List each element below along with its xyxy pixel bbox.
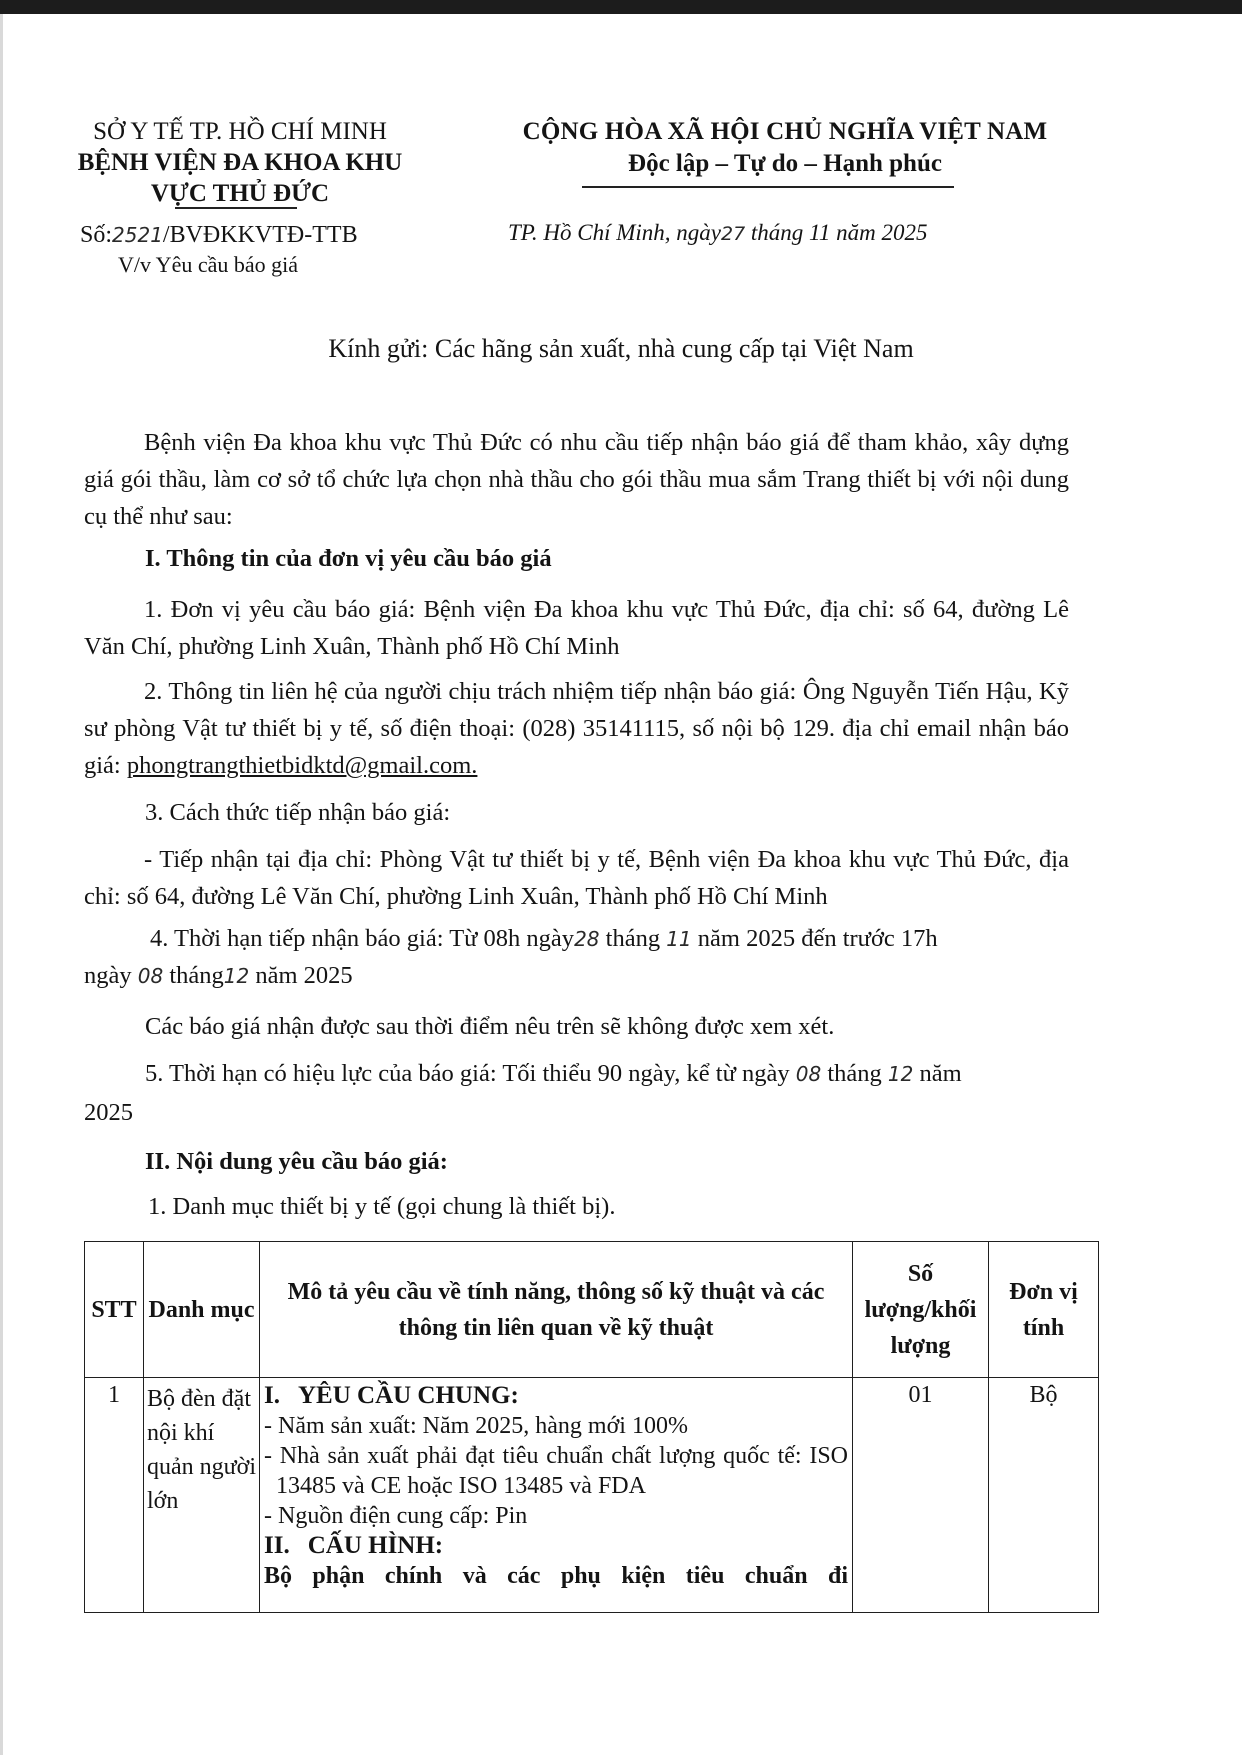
- header-category: Danh mục: [144, 1242, 260, 1378]
- config-section-number: II.: [264, 1532, 290, 1559]
- item5-month-handwritten: 12: [887, 1062, 914, 1086]
- item4-month1-handwritten: 11: [666, 927, 692, 951]
- document-subject: V/v Yêu cầu báo giá: [118, 252, 299, 277]
- equipment-table: [84, 1241, 1099, 1613]
- item4-text-c: năm 2025 đến trước 17h: [691, 925, 938, 952]
- document-number-handwritten: 2521: [112, 223, 163, 247]
- row-description: [260, 1378, 853, 1613]
- item5-text-a: 5. Thời hạn có hiệu lực của báo giá: Tối thiểu 90 ngày, kể từ ngày: [145, 1060, 796, 1087]
- item4-day2-handwritten: 08: [137, 964, 164, 988]
- header-unit: Đơn vị tính: [989, 1242, 1099, 1378]
- table-header-row: [85, 1242, 1099, 1378]
- config-section-title: CẤU HÌNH:: [307, 1532, 444, 1559]
- motto-underline: [582, 186, 954, 188]
- item4-text-a: 4. Thời hạn tiếp nhận báo giá: Từ 08h ngày: [150, 925, 575, 952]
- item4-day1-handwritten: 28: [574, 927, 600, 951]
- row-stt: 1: [85, 1378, 144, 1613]
- hospital-name-line2: VỰC THỦ ĐỨC: [150, 180, 330, 207]
- table-row: [85, 1378, 1099, 1613]
- section1-item4-line2: [84, 962, 353, 990]
- contact-email-link[interactable]: phongtrangthietbidktd@gmail.com.: [126, 752, 478, 779]
- requirement-section-config: [264, 1531, 848, 1561]
- date-suffix: tháng 11 năm 2025: [750, 220, 928, 245]
- config-main-parts: Bộ phận chính và các phụ kiện tiêu chuẩn đi: [264, 1563, 848, 1589]
- row-quantity: 01: [853, 1378, 989, 1613]
- document-number: [80, 222, 358, 249]
- section1-item5-year: 2025: [84, 1099, 133, 1126]
- national-heading: [460, 116, 1110, 181]
- issuer-block: [50, 116, 430, 209]
- date-prefix: TP. Hồ Chí Minh, ngày: [508, 220, 721, 245]
- section1-item2: [84, 673, 1069, 784]
- header-stt: STT: [85, 1242, 144, 1378]
- item4-text-e: tháng: [163, 962, 224, 989]
- general-section-title: YÊU CẦU CHUNG:: [297, 1382, 519, 1409]
- document-number-prefix: Số:: [80, 222, 113, 248]
- header-description: Mô tả yêu cầu về tính năng, thông số kỹ thuật và các thông tin liên quan về kỹ thuật: [260, 1242, 853, 1378]
- intro-paragraph: Bệnh viện Đa khoa khu vực Thủ Đức có nhu cầu tiếp nhận báo giá để tham khảo, xây dựng giá gói thầu, làm cơ sở tổ chức lựa chọn nhà thầu cho gói thầu mua sắm Trang thiết bị với nội dung cụ thể như sau:: [84, 429, 1069, 530]
- section1-item4-line1: [150, 925, 938, 953]
- requirement-section-general: [264, 1381, 848, 1411]
- item4-text-b: tháng: [599, 925, 667, 952]
- greeting-line: Kính gửi: Các hãng sản xuất, nhà cung cấp tại Việt Nam: [328, 334, 914, 363]
- scan-border-left: [0, 14, 3, 1755]
- item5-text-b: tháng: [821, 1060, 888, 1087]
- item5-day-handwritten: 08: [795, 1062, 822, 1086]
- date-day-handwritten: 27: [720, 223, 746, 245]
- section1-item1: 1. Đơn vị yêu cầu báo giá: Bệnh viện Đa khoa khu vực Thủ Đức, địa chỉ: số 64, đường Lê Văn Chí, phường Linh Xuân, Thành phố Hồ Chí Minh: [84, 596, 1069, 660]
- place-and-date: [508, 220, 927, 246]
- section1-item3-title: 3. Cách thức tiếp nhận báo giá:: [145, 799, 451, 826]
- item4-text-d: ngày: [84, 962, 138, 989]
- item4-text-f: năm 2025: [249, 962, 353, 989]
- hospital-name-line1: BỆNH VIỆN ĐA KHOA KHU: [77, 149, 403, 176]
- issuer-underline: [175, 207, 297, 209]
- contact-text: 2. Thông tin liên hệ của người chịu trách nhiệm tiếp nhận báo giá: Ông Nguyễn Tiến Hậu, Kỹ sư phòng Vật tư thiết bị y tế, số điện thoại: (028) 35141115, số nội bộ 129. địa chỉ email nhận báo giá:: [84, 678, 1069, 779]
- requirement-power: - Nguồn điện cung cấp: Pin: [264, 1503, 528, 1529]
- section2-item1: 1. Danh mục thiết bị y tế (gọi chung là thiết bị).: [148, 1193, 616, 1220]
- late-quote-note: Các báo giá nhận được sau thời điểm nêu trên sẽ không được xem xét.: [145, 1013, 835, 1040]
- row-category: Bộ đèn đặt nội khí quản người lớn: [144, 1378, 260, 1613]
- requirement-standards: - Nhà sản xuất phải đạt tiêu chuẩn chất lượng quốc tế: ISO 13485 và CE hoặc ISO 13485 và FDA: [264, 1443, 848, 1499]
- national-motto: Độc lập – Tự do – Hạnh phúc: [628, 150, 942, 177]
- scan-border-top: [0, 0, 1242, 14]
- item4-month2-handwritten: 12: [223, 964, 250, 988]
- item5-text-c: năm: [913, 1060, 962, 1087]
- section1-heading: I. Thông tin của đơn vị yêu cầu báo giá: [145, 545, 552, 572]
- section1-item5-line1: [145, 1060, 962, 1088]
- department-name: SỞ Y TẾ TP. HỒ CHÍ MINH: [93, 118, 387, 145]
- header-quantity: Số lượng/khối lượng: [853, 1242, 989, 1378]
- general-section-number: I.: [264, 1382, 280, 1409]
- section2-heading: II. Nội dung yêu cầu báo giá:: [145, 1148, 448, 1175]
- requirement-year: - Năm sản xuất: Năm 2025, hàng mới 100%: [264, 1413, 688, 1439]
- document-number-suffix: /BVĐKKVTĐ-TTB: [162, 222, 358, 248]
- nation-name: CỘNG HÒA XÃ HỘI CHỦ NGHĨA VIỆT NAM: [522, 118, 1048, 145]
- section1-item3-detail: - Tiếp nhận tại địa chỉ: Phòng Vật tư thiết bị y tế, Bệnh viện Đa khoa khu vực Thủ Đức, địa chỉ: số 64, đường Lê Văn Chí, phường Linh Xuân, Thành phố Hồ Chí Minh: [84, 846, 1069, 910]
- row-unit: Bộ: [989, 1378, 1099, 1613]
